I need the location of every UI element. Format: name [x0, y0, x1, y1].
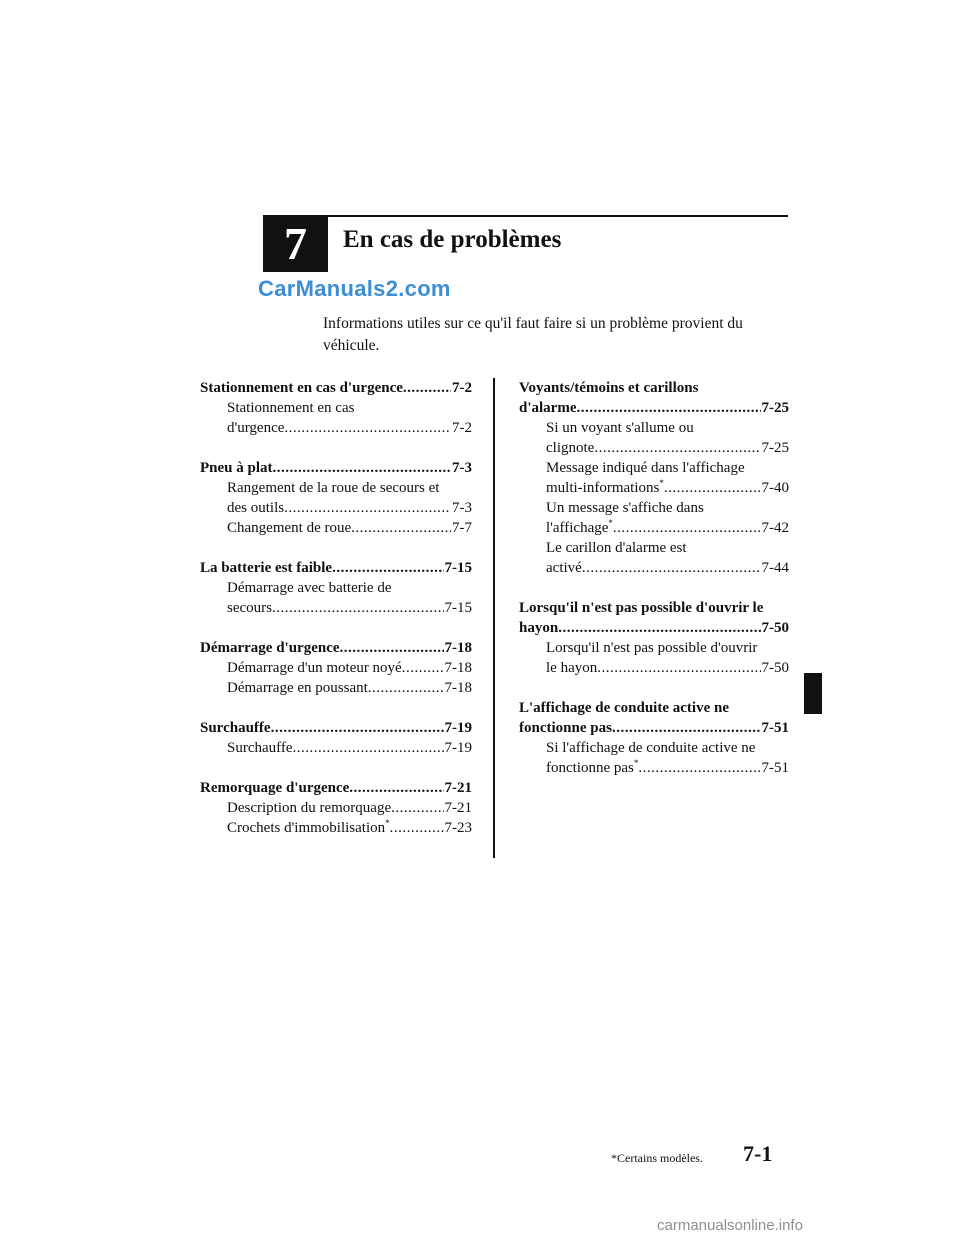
toc-subentry-row — [227, 598, 472, 618]
toc-section-title-row — [200, 458, 472, 478]
toc-section-title-label: fonctionne pas ..... — [519, 718, 761, 738]
toc-subentry-page: 7-15 — [444, 600, 472, 616]
toc-subentry-row — [546, 478, 789, 498]
toc-subentry-row — [546, 518, 789, 538]
toc-subentry-label: secours ..... — [227, 598, 444, 618]
toc-subentry-label: clignote ..... — [546, 438, 761, 458]
column-divider — [493, 378, 495, 858]
toc-subentry[interactable] — [200, 818, 472, 838]
toc-subentry-row — [227, 738, 472, 758]
toc-subentry-label: d'urgence ..... — [227, 418, 451, 438]
toc-section-title-text-line: Lorsqu'il n'est pas possible d'ouvrir le — [519, 600, 764, 616]
toc-subentry-text-line: Stationnement en cas — [227, 400, 355, 416]
toc-section[interactable] — [200, 718, 472, 758]
toc-subentry-row — [546, 438, 789, 458]
toc-subentry-text-line: Rangement de la roue de secours et — [227, 480, 440, 496]
toc-subentry-page: 7-21 — [444, 800, 472, 816]
toc-subentry-page: 7-3 — [452, 500, 472, 516]
toc-subentry-text-line: Un message s'affiche dans — [546, 500, 704, 516]
toc-section-title-page: 7-25 — [761, 400, 789, 416]
toc-subentry[interactable] — [200, 578, 472, 618]
toc-subentry-label: Surchauffe ..... — [227, 738, 444, 758]
toc-subentry-page: 7-23 — [444, 820, 472, 836]
toc-section[interactable] — [519, 378, 789, 578]
toc-section[interactable] — [200, 558, 472, 618]
toc-subentry-text-line: Message indiqué dans l'affichage — [546, 460, 745, 476]
toc-section-title-text-line: Voyants/témoins et carillons — [519, 380, 699, 396]
optional-equipment-mark: * — [659, 478, 664, 488]
optional-equipment-mark: * — [633, 758, 639, 768]
toc-subentry-label: Crochets d'immobilisation* ..... — [227, 818, 444, 838]
toc-section-title-row — [200, 778, 472, 798]
toc-section-title[interactable] — [200, 778, 472, 798]
toc-subentry-row — [227, 798, 472, 818]
toc-subentry-page: 7-40 — [761, 480, 789, 496]
toc-subentry-row — [227, 678, 472, 698]
toc-subentry-label: le hayon ..... — [546, 658, 761, 678]
toc-subentry-row — [227, 518, 472, 538]
toc-subentry[interactable] — [200, 678, 472, 698]
optional-equipment-mark: * — [608, 518, 613, 528]
toc-section-title[interactable] — [200, 458, 472, 478]
toc-subentry-page: 7-42 — [761, 520, 789, 536]
toc-subentry-page: 7-18 — [444, 680, 472, 696]
toc-subentry-label: des outils ..... — [227, 498, 451, 518]
toc-subentry[interactable] — [200, 478, 472, 518]
toc-subentry[interactable] — [519, 738, 789, 778]
toc-section-title-label: Surchauffe ..... — [200, 718, 444, 738]
toc-section-title-row — [519, 398, 789, 418]
toc-section-title-text-line: L'affichage de conduite active ne — [519, 700, 729, 716]
toc-subentry-label: multi-informations* ..... — [546, 478, 761, 498]
toc-subentry[interactable] — [519, 638, 789, 678]
toc-section-title-row — [519, 618, 789, 638]
toc-subentry-page: 7-44 — [761, 560, 789, 576]
toc-section-title-label: Pneu à plat ..... — [200, 458, 451, 478]
toc-subentry-page: 7-7 — [452, 520, 472, 536]
toc-subentry-row — [227, 498, 472, 518]
site-watermark: carmanualsonline.info — [657, 1217, 803, 1234]
toc-section-title[interactable] — [200, 638, 472, 658]
toc-section-title[interactable] — [519, 378, 789, 418]
chapter-title: En cas de problèmes — [343, 226, 562, 253]
toc-subentry-label: Démarrage en poussant ..... — [227, 678, 444, 698]
toc-subentry[interactable] — [200, 658, 472, 678]
toc-section-title-row — [200, 378, 472, 398]
toc-subentry-text-line: Démarrage avec batterie de — [227, 580, 392, 596]
toc-subentry-page: 7-19 — [444, 740, 472, 756]
toc-subentry-page: 7-51 — [761, 760, 789, 776]
toc-section-title-label: d'alarme ..... — [519, 398, 761, 418]
watermark-logo: CarManuals2.com — [258, 276, 451, 301]
chapter-number: 7 — [284, 218, 307, 269]
toc-section[interactable] — [200, 378, 472, 438]
toc-section-title[interactable] — [519, 598, 789, 638]
toc-section[interactable] — [200, 778, 472, 838]
toc-subentry-label: fonctionne pas* ..... — [546, 758, 761, 778]
toc-subentry[interactable] — [519, 498, 789, 538]
toc-section-title-label: Stationnement en cas d'urgence ..... — [200, 378, 451, 398]
toc-subentry-label: l'affichage* ..... — [546, 518, 761, 538]
toc-section-title-label: La batterie est faible ..... — [200, 558, 444, 578]
toc-section-title-row — [200, 638, 472, 658]
toc-section[interactable] — [519, 698, 789, 778]
chapter-side-tab — [804, 673, 822, 714]
toc-subentry-page: 7-25 — [761, 440, 789, 456]
toc-subentry-text-line: Lorsqu'il n'est pas possible d'ouvrir — [546, 640, 758, 656]
toc-section-title-label: hayon ..... — [519, 618, 761, 638]
toc-subentry-label: Changement de roue ..... — [227, 518, 451, 538]
toc-section-title-page: 7-50 — [761, 620, 789, 636]
toc-left-column — [200, 378, 472, 858]
toc-section-title-row — [200, 718, 472, 738]
toc-subentry-label: activé ..... — [546, 558, 761, 578]
toc-subentry-label: Description du remorquage ..... — [227, 798, 444, 818]
chapter-intro: Informations utiles sur ce qu'il faut faire si un problème provient du véhicule. — [323, 315, 743, 354]
toc-section-title-page: 7-2 — [452, 380, 472, 396]
toc-section[interactable] — [200, 458, 472, 538]
toc-subentry-row — [227, 818, 472, 838]
toc-subentry-row — [546, 758, 789, 778]
optional-equipment-mark: * — [385, 818, 390, 828]
toc-subentry-text-line: Le carillon d'alarme est — [546, 540, 687, 556]
toc-subentry-page: 7-2 — [452, 420, 472, 436]
toc-section-title-page: 7-15 — [444, 560, 472, 576]
toc-right-column — [519, 378, 789, 798]
toc-subentry-label: Démarrage d'un moteur noyé ..... — [227, 658, 444, 678]
chapter-number-box — [263, 215, 328, 272]
toc-section-title-page: 7-51 — [761, 720, 789, 736]
toc-subentry-row — [546, 658, 789, 678]
toc-section-title-page: 7-18 — [444, 640, 472, 656]
toc-section-title-page: 7-19 — [444, 720, 472, 736]
toc-section-title-page: 7-3 — [452, 460, 472, 476]
toc-subentry[interactable] — [519, 538, 789, 578]
toc-subentry[interactable] — [200, 738, 472, 758]
toc-subentry-row — [546, 558, 789, 578]
toc-subentry-page: 7-18 — [444, 660, 472, 676]
toc-subentry-row — [227, 658, 472, 678]
toc-subentry[interactable] — [200, 798, 472, 818]
footnote: *Certains modèles. — [611, 1151, 703, 1165]
toc-section-title-page: 7-21 — [444, 780, 472, 796]
toc-section-title-row — [200, 558, 472, 578]
title-rule — [328, 215, 788, 217]
toc-section-title[interactable] — [200, 558, 472, 578]
toc-subentry[interactable] — [200, 518, 472, 538]
toc-section[interactable] — [519, 598, 789, 678]
toc-subentry[interactable] — [519, 458, 789, 498]
toc-section-title-row — [519, 718, 789, 738]
toc-subentry[interactable] — [519, 418, 789, 458]
page-number: 7-1 — [743, 1141, 773, 1166]
toc-subentry-text-line: Si l'affichage de conduite active ne — [546, 740, 756, 756]
toc-section-title-label: Démarrage d'urgence ..... — [200, 638, 444, 658]
toc-subentry-page: 7-50 — [761, 660, 789, 676]
toc-section[interactable] — [200, 638, 472, 698]
toc-section-title[interactable] — [519, 698, 789, 738]
toc-subentry-text-line: Si un voyant s'allume ou — [546, 420, 694, 436]
toc-subentry[interactable] — [200, 398, 472, 438]
toc-subentry-row — [227, 418, 472, 438]
toc-section-title[interactable] — [200, 378, 472, 398]
toc-section-title-label: Remorquage d'urgence ..... — [200, 778, 444, 798]
toc-section-title[interactable] — [200, 718, 472, 738]
